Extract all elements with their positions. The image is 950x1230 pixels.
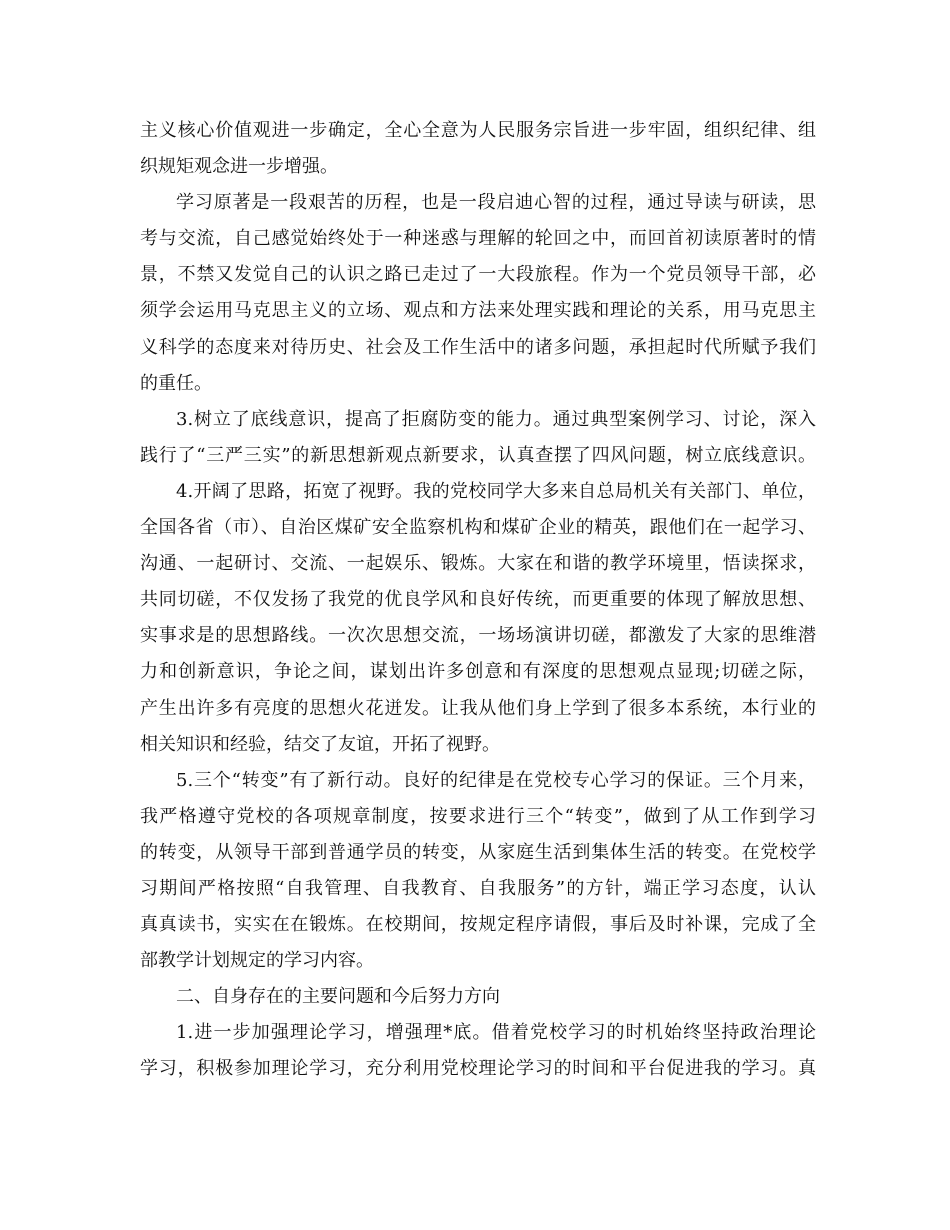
text-line: 力和创新意识，争论之间，谋划出许多创意和有深度的思想观点显现;切磋之际， [140, 661, 816, 683]
text-line: 实事求是的思想路线。一次次思想交流，一场场演讲切磋，都激发了大家的思维潜 [140, 625, 816, 647]
text-line: 部教学计划规定的学习内容。 [140, 950, 374, 972]
text-line: 义科学的态度来对待历史、社会及工作生活中的诸多问题，承担起时代所赋予我们 [140, 336, 816, 358]
text-line: 的重任。 [140, 372, 212, 394]
text-line: 的转变，从领导干部到普通学员的转变，从家庭生活到集体生活的转变。在党校学 [140, 841, 816, 863]
text-line: 沟通、一起研讨、交流、一起娱乐、锻炼。大家在和谐的教学环境里，悟读探求， [140, 553, 816, 575]
text-line: 真真读书，实实在在锻炼。在校期间，按规定程序请假，事后及时补课，完成了全 [140, 914, 816, 936]
text-line: 景，不禁又发觉自己的认识之路已走过了一大段旅程。作为一个党员领导干部，必 [140, 264, 816, 286]
text-line: 考与交流，自己感觉始终处于一种迷惑与理解的轮回之中，而回首初读原著时的情 [140, 228, 816, 250]
paragraph-first-line: 4.开阔了思路，拓宽了视野。我的党校同学大多来自总局机关有关部门、单位， [176, 480, 816, 502]
text-line: 习期间严格按照“自我管理、自我教育、自我服务”的方针，端正学习态度，认认 [140, 877, 816, 899]
text-line: 我严格遵守党校的各项规章制度，按要求进行三个“转变”，做到了从工作到学习 [140, 805, 816, 827]
text-line: 须学会运用马克思主义的立场、观点和方法来处理实践和理论的关系，用马克思主 [140, 300, 816, 322]
paragraph-first-line: 5.三个“转变”有了新行动。良好的纪律是在党校专心学习的保证。三个月来， [176, 769, 816, 791]
paragraph-first-line: 3.树立了底线意识，提高了拒腐防变的能力。通过典型案例学习、讨论，深入 [176, 408, 816, 430]
text-line: 相关知识和经验，结交了友谊，开拓了视野。 [140, 733, 500, 755]
text-line: 践行了“三严三实”的新思想新观点新要求，认真查摆了四风问题，树立底线意识。 [140, 444, 816, 466]
text-line: 织规矩观念进一步增强。 [140, 156, 338, 178]
paragraph-first-line: 学习原著是一段艰苦的历程，也是一段启迪心智的过程，通过导读与研读，思 [176, 192, 816, 214]
text-line: 共同切磋，不仅发扬了我党的优良学风和良好传统，而更重要的体现了解放思想、 [140, 589, 816, 611]
document-body [140, 113, 816, 1088]
text-line: 学习，积极参加理论学习，充分利用党校理论学习的时间和平台促进我的学习。真 [140, 1058, 816, 1080]
text-line: 全国各省（市）、自治区煤矿安全监察机构和煤矿企业的精英，跟他们在一起学习、 [140, 517, 816, 539]
paragraph-first-line: 1.进一步加强理论学习，增强理*底。借着党校学习的时机始终坚持政治理论 [176, 1022, 816, 1044]
text-line: 主义核心价值观进一步确定，全心全意为人民服务宗旨进一步牢固，组织纪律、组 [140, 120, 816, 141]
section-heading: 二、自身存在的主要问题和今后努力方向 [176, 986, 500, 1008]
text-line: 产生出许多有亮度的思想火花迸发。让我从他们身上学到了很多本系统，本行业的 [140, 697, 816, 719]
